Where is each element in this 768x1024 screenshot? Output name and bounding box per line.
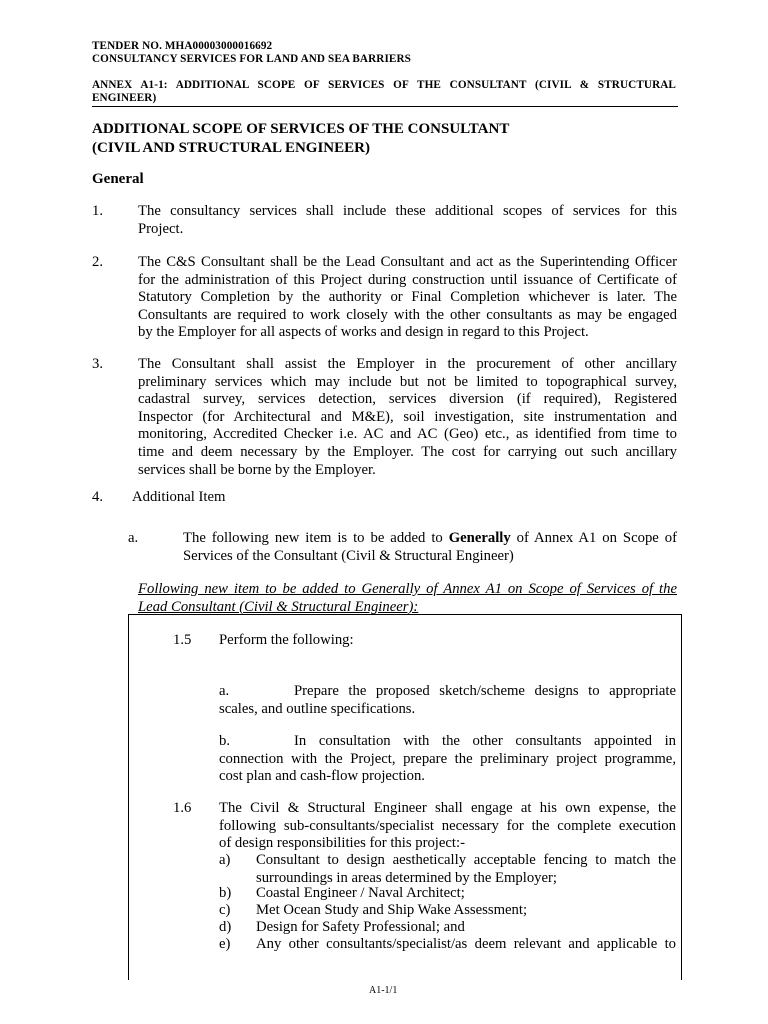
section-heading-general: General bbox=[92, 171, 144, 187]
clause-1-6-text: The Civil & Structural Engineer shall engage at his own expense, the following sub-consultants/specialist necessary for the complete execution of design responsibilities for this project:- bbox=[219, 800, 676, 852]
page-title-line1: ADDITIONAL SCOPE OF SERVICES OF THE CONSULTANT bbox=[92, 121, 510, 137]
page-title-line2: (CIVIL AND STRUCTURAL ENGINEER) bbox=[92, 140, 370, 156]
annex-title-line1: ANNEX A1-1: ADDITIONAL SCOPE OF SERVICES OF THE CONSULTANT (CIVIL & STRUCTURAL bbox=[92, 79, 676, 91]
list-marker-e: e) bbox=[219, 936, 231, 952]
list-marker-a: a) bbox=[219, 852, 231, 868]
item-2-text: The C&S Consultant shall be the Lead Consultant and act as the Superintending Officer for the administration of this Project during construction until issuance of Certificate of Statutory Completion by the authority or Final Completion whichever is later. The Consultants are required to work closely with the other consultants as may be engaged by the Employer for all aspects of works and design in regard to this Project. bbox=[138, 254, 677, 341]
header-rule bbox=[92, 106, 678, 107]
item-3-text: The Consultant shall assist the Employer in the procurement of other ancillary preliminary services which may include but not be limited to topographical survey, cadastral survey, services detection, services diversion (if required), Registered Inspector (for Architectural and M&E), soil investigation, site instrumentation and monitoring, Accredited Checker i.e. AC and AC (Geo) etc., as identified from time to time and deem necessary by the Employer. The cost for carrying out such ancillary services shall be borne by the Employer. bbox=[138, 356, 677, 478]
list-item-e: Any other consultants/specialist/as deem relevant and applicable to bbox=[256, 936, 676, 952]
page-number: A1-1/1 bbox=[369, 985, 398, 996]
item-2-number: 2. bbox=[92, 254, 104, 270]
list-item-a: Consultant to design aesthetically acceptable fencing to match the surroundings in areas determined by the Employer; bbox=[256, 852, 676, 886]
item-1-number: 1. bbox=[92, 203, 104, 219]
tender-number: TENDER NO. MHA00003000016692 bbox=[92, 40, 273, 52]
clause-1-5-number: 1.5 bbox=[173, 632, 192, 648]
item-1-text: The consultancy services shall include these additional scopes of services for this Project. bbox=[138, 203, 677, 237]
project-name: CONSULTANCY SERVICES FOR LAND AND SEA BARRIERS bbox=[92, 53, 411, 65]
item-4-label: Additional Item bbox=[132, 489, 226, 505]
list-marker-c: c) bbox=[219, 902, 231, 918]
list-item-c: Met Ocean Study and Ship Wake Assessment; bbox=[256, 902, 528, 918]
clause-1-5-text: Perform the following: bbox=[219, 632, 354, 648]
clause-1-5-b-letter: b. bbox=[219, 733, 231, 749]
clause-1-5-a-letter: a. bbox=[219, 683, 230, 699]
clause-1-5-a: a. Prepare the proposed sketch/scheme designs to appropriate scales, and outline specifications. bbox=[219, 683, 676, 717]
item-4-number: 4. bbox=[92, 489, 104, 505]
list-marker-d: d) bbox=[219, 919, 232, 935]
italic-note: Following new item to be added to Generally of Annex A1 on Scope of Services of the Lead Consultant (Civil & Structural Engineer): bbox=[138, 581, 677, 615]
annex-title-line2: ENGINEER) bbox=[92, 92, 157, 104]
clause-1-6-number: 1.6 bbox=[173, 800, 192, 816]
list-item-b: Coastal Engineer / Naval Architect; bbox=[256, 885, 465, 901]
item-3-number: 3. bbox=[92, 356, 104, 372]
list-item-d: Design for Safety Professional; and bbox=[256, 919, 465, 935]
list-marker-b: b) bbox=[219, 885, 232, 901]
clause-1-5-b: b. In consultation with the other consultants appointed in connection with the Project, prepare the preliminary project programme, cost plan and cash-flow projection. bbox=[219, 733, 676, 785]
sub-item-a-text: The following new item is to be added to Generally of Annex A1 on Scope of Services of the Consultant (Civil & Structural Engineer) bbox=[183, 530, 677, 564]
sub-item-a-letter: a. bbox=[128, 530, 139, 546]
